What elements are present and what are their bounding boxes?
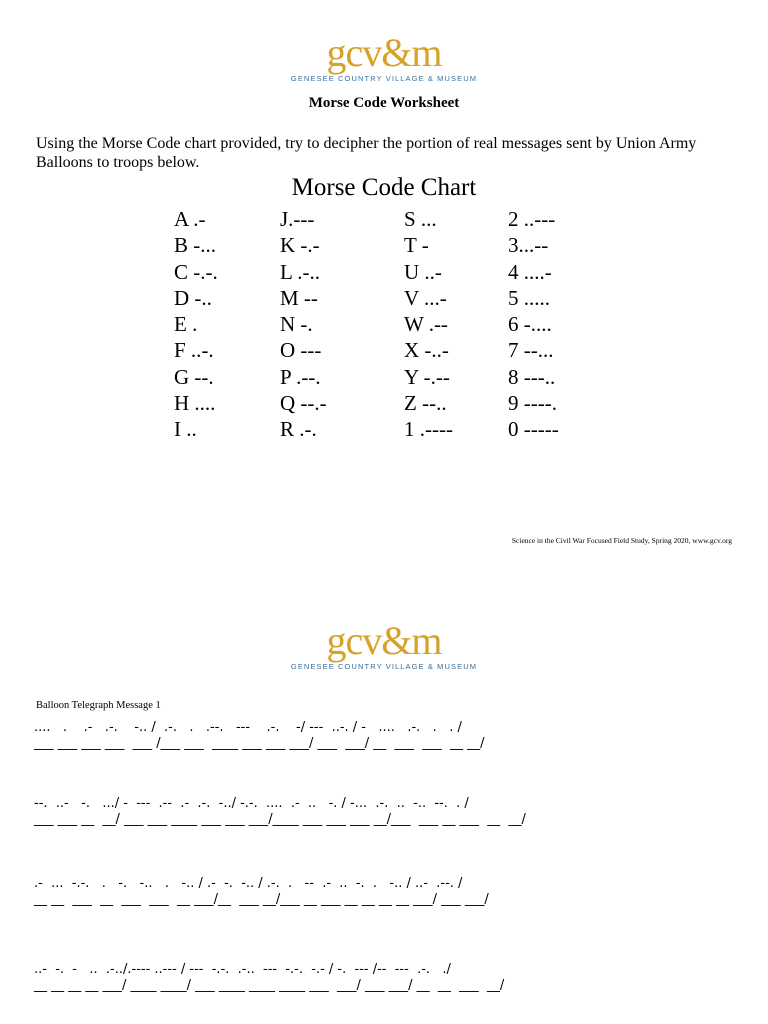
chart-cell: 1 .----: [404, 417, 453, 442]
chart-cell: H ....: [174, 391, 216, 416]
message-line-3: [34, 876, 744, 908]
chart-cell: W .--: [404, 312, 448, 337]
chart-cell: F ..-.: [174, 338, 214, 363]
worksheet-title: Morse Code Worksheet: [308, 95, 460, 111]
chart-cell: G --.: [174, 364, 214, 389]
chart-cell: A .-: [174, 207, 206, 231]
message-line-4: [34, 962, 744, 994]
logo-subtitle: GENESEE COUNTRY VILLAGE & MUSEUM: [290, 662, 478, 671]
chart-cell: O ---: [280, 338, 322, 363]
chart-cell: P .--.: [280, 364, 321, 389]
intro-text: Using the Morse Code chart provided, try to decipher the portion of real messages sent by Union Army Balloons to troops below.: [36, 135, 697, 171]
chart-cell: Z --..: [404, 391, 447, 416]
answer-blanks[interactable]: __ __ __ __ ___/ ____ ____/ ___ ____ ____ ____ ___ ___/ ___ ___/ __ __ ___ __/: [34, 978, 505, 993]
chart-cell: V ...-: [404, 285, 447, 310]
logo-subtitle: GENESEE COUNTRY VILLAGE & MUSEUM: [290, 74, 478, 83]
footer-note: Science in the Civil War Focused Field Study, Spring 2020, www.gcv.org: [511, 536, 732, 545]
chart-cell: 5 .....: [508, 285, 550, 310]
chart-cell: R .-.: [280, 417, 317, 442]
museum-logo-2: [0, 618, 768, 671]
answer-blanks[interactable]: ___ ___ ___ ___ ___ /___ ___ ____ ___ ___ ___/ ___ ___/ __ ___ ___ __ __/: [34, 736, 485, 751]
morse-code-line: .- ... -.-. . -. -.. . -.. / .- -. -.. / .-. . -- .- .. -. . -.. / ..- .--. /: [34, 876, 463, 891]
chart-cell: E .: [174, 312, 198, 337]
chart-cell: 7 --...: [508, 338, 554, 363]
morse-code-line: .... . .- .-. -.. / .-. . .--. --- .-. -/ --- ..-. / - .... .-. . . /: [34, 720, 462, 735]
chart-cell: K -.-: [280, 233, 320, 258]
chart-cell: I ..: [174, 417, 197, 442]
chart-cell: 9 ----.: [508, 391, 557, 416]
answer-blanks[interactable]: __ __ ___ __ ___ ___ __ ___/__ ___ __/___ __ ___ __ __ __ __ ___/ ___ ___/: [34, 892, 489, 907]
chart-cell: M --: [280, 285, 318, 310]
chart-cell: Y -.--: [404, 364, 450, 389]
chart-cell: 0 -----: [508, 417, 559, 442]
chart-cell: J.---: [280, 207, 315, 231]
message-line-1: [34, 720, 744, 752]
message-line-2: [34, 796, 744, 828]
chart-cell: X -..-: [404, 338, 449, 363]
chart-cell: D -..: [174, 285, 212, 310]
logo-mark: gcv&m: [326, 618, 442, 663]
chart-cell: Q --.-: [280, 391, 327, 416]
chart-cell: U ..-: [404, 259, 442, 284]
morse-code-line: ..- -. - .. .-../.---- ..--- / --- -.-. .-.. --- -.-. -.- / -. --- /-- --- .-. ./: [34, 962, 451, 977]
chart-cell: B -...: [174, 233, 216, 258]
chart-cell: 4 ....-: [508, 259, 552, 284]
logo-mark: gcv&m: [326, 30, 442, 75]
chart-cell: 3...--: [508, 233, 549, 258]
chart-cell: S ...: [404, 207, 437, 231]
chart-cell: 2 ..---: [508, 207, 556, 231]
museum-logo: [0, 30, 768, 83]
chart-cell: L .-..: [280, 259, 321, 284]
message-label: Balloon Telegraph Message 1: [36, 700, 161, 711]
morse-code-line: --. ..- -. .../ - --- .-- .- .-. -../ -.-. .... .- .. -. / -... .-. .. -.. --. . /: [34, 796, 469, 811]
chart-title: Morse Code Chart: [291, 174, 477, 201]
chart-cell: T -: [404, 233, 429, 258]
morse-code-chart: [174, 206, 608, 443]
chart-cell: C -.-.: [174, 259, 218, 284]
chart-cell: 8 ---..: [508, 364, 556, 389]
answer-blanks[interactable]: ___ ___ __ __/ ___ ___ ____ ___ ___ ___/____ ___ ___ ___ __/___ ___ __ ___ __ __/: [34, 812, 526, 827]
chart-cell: N -.: [280, 312, 313, 337]
chart-cell: 6 -....: [508, 312, 552, 337]
